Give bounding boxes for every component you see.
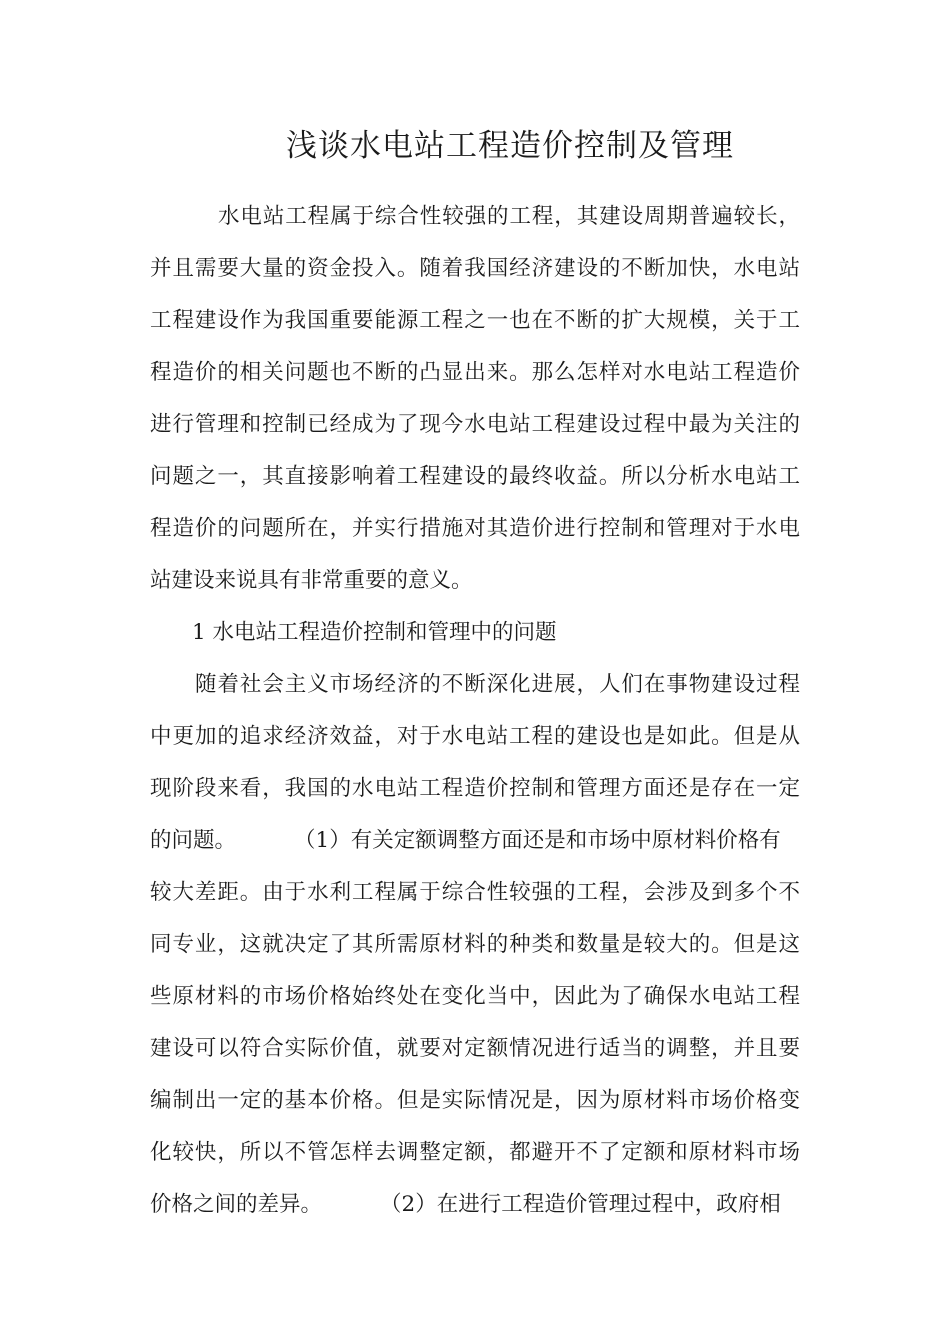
paragraph-line: 化较快，所以不管怎样去调整定额，都避开不了定额和原材料市场	[150, 1140, 800, 1165]
paragraph-line: 中更加的追求经济效益，对于水电站工程的建设也是如此。但是从	[150, 724, 800, 749]
paragraph-line: 编制出一定的基本价格。但是实际情况是，因为原材料市场价格变	[150, 1088, 800, 1113]
paragraph-line: 程造价的相关问题也不断的凸显出来。那么怎样对水电站工程造价	[150, 360, 800, 385]
paragraph-text: 的问题。	[150, 828, 237, 853]
document-title: 浅谈水电站工程造价控制及管理	[286, 128, 734, 164]
paragraph-line: 并且需要大量的资金投入。随着我国经济建设的不断加快，水电站	[150, 256, 800, 281]
section-heading: 1 水电站工程造价控制和管理中的问题	[192, 620, 557, 645]
paragraph-line-mixed	[150, 815, 800, 867]
paragraph-line: 程造价的问题所在，并实行措施对其造价进行控制和管理对于水电	[150, 516, 800, 541]
paragraph-text: （1）有关定额调整方面还是和市场中原材料价格有	[294, 828, 781, 853]
document-body	[150, 191, 800, 1231]
paragraph-line: 些原材料的市场价格始终处在变化当中，因此为了确保水电站工程	[150, 984, 800, 1009]
paragraph-line: 问题之一，其直接影响着工程建设的最终收益。所以分析水电站工	[150, 464, 800, 489]
paragraph-line-mixed	[150, 1179, 800, 1231]
paragraph-line: 水电站工程属于综合性较强的工程，其建设周期普遍较长，	[218, 204, 800, 229]
paragraph-text: （2）在进行工程造价管理过程中，政府相	[380, 1192, 781, 1217]
paragraph-line: 进行管理和控制已经成为了现今水电站工程建设过程中最为关注的	[150, 412, 800, 437]
paragraph-text: 价格之间的差异。	[150, 1192, 323, 1217]
paragraph-line: 随着社会主义市场经济的不断深化进展，人们在事物建设过程	[195, 672, 800, 697]
paragraph-line: 站建设来说具有非常重要的意义。	[150, 568, 473, 593]
paragraph-line: 工程建设作为我国重要能源工程之一也在不断的扩大规模，关于工	[150, 308, 800, 333]
paragraph-line: 现阶段来看，我国的水电站工程造价控制和管理方面还是存在一定	[150, 776, 800, 801]
paragraph-line: 建设可以符合实际价值，就要对定额情况进行适当的调整，并且要	[150, 1036, 800, 1061]
paragraph-line: 同专业，这就决定了其所需原材料的种类和数量是较大的。但是这	[150, 932, 800, 957]
paragraph-line: 较大差距。由于水利工程属于综合性较强的工程，会涉及到多个不	[150, 880, 800, 905]
